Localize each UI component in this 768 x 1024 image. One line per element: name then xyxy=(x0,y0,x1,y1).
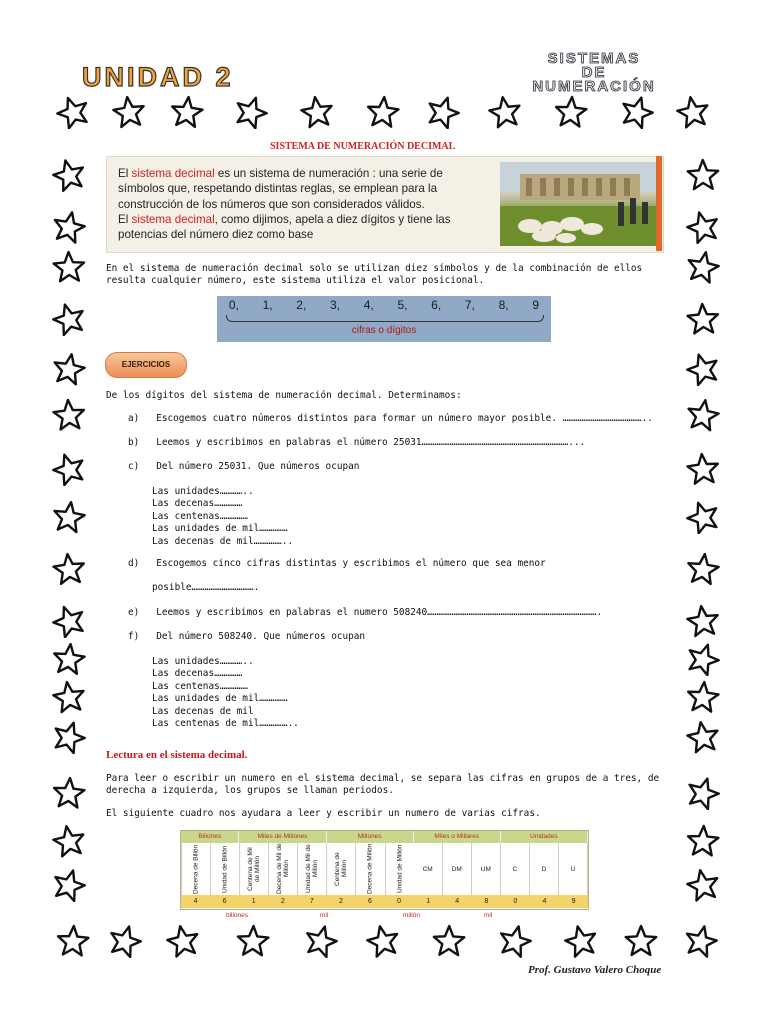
position-column-header: Unidad de Mil de Millón xyxy=(297,843,326,895)
digit: 5, xyxy=(397,298,408,312)
digit: 7, xyxy=(464,298,475,312)
position-column-header: Decena de Millón xyxy=(355,843,384,895)
sheep-photo-illustration xyxy=(500,162,656,246)
digit: 4, xyxy=(363,298,374,312)
system-title xyxy=(474,52,714,94)
exercise-b: b) Leemos y escribimos en palabras el número 25031……………………………………………………………………... xyxy=(128,437,586,448)
star-icon xyxy=(620,95,654,129)
digit: 8, xyxy=(498,298,509,312)
position-column-header: Centena de Millón xyxy=(326,843,355,895)
star-icon xyxy=(686,500,720,534)
star-icon xyxy=(304,924,338,958)
position-column-header: Unidad de Billón xyxy=(210,843,239,895)
position-column-header: Centena de Mil de Millón xyxy=(239,843,268,895)
intro-line1-post: es un sistema de numeración : una serie de símbolos que, respetando distintas reglas, se emplean para la construcción de los números que son considerados válidos. xyxy=(118,167,443,211)
intro-line1-pre: El xyxy=(118,167,132,180)
star-icon xyxy=(676,95,710,129)
star-icon xyxy=(426,95,460,129)
star-icon xyxy=(112,95,146,129)
position-column-header: Decena de Billón xyxy=(181,843,210,895)
star-icon xyxy=(108,924,142,958)
position-column-header: CM xyxy=(414,843,443,895)
exercises-badge: EJERCICIOS xyxy=(105,352,187,378)
section-title: SISTEMA DE NUMERACIÓN DECIMAL xyxy=(270,141,456,152)
star-icon xyxy=(686,250,720,284)
star-icon xyxy=(52,824,86,858)
star-icon xyxy=(686,868,720,902)
intro-line2-pre: El xyxy=(118,212,132,226)
star-icon xyxy=(686,776,720,810)
marker-millon: millón xyxy=(403,912,420,919)
marker-mil: mil xyxy=(320,912,329,919)
star-icon xyxy=(686,604,720,638)
digit: 6, xyxy=(431,298,442,312)
star-icon xyxy=(686,720,720,754)
lectura-paragraph-1: Para leer o escribir un numero en el sistema decimal, se separa las cifras en grupos de a tres, de derecha a izquierda, los grupos se llaman periodos. xyxy=(106,773,660,797)
star-icon xyxy=(56,924,90,958)
digit: 1, xyxy=(262,298,273,312)
star-icon xyxy=(52,302,86,336)
position-value: 0 xyxy=(397,898,402,905)
exercise-a: a) Escogemos cuatro números distintos para formar un número mayor posible. …………………………………….. xyxy=(128,413,653,424)
position-value: 2 xyxy=(280,898,285,905)
star-icon xyxy=(686,452,720,486)
star-icon xyxy=(624,924,658,958)
star-icon xyxy=(366,924,400,958)
star-icon xyxy=(52,776,86,810)
position-value: 4 xyxy=(542,898,547,905)
position-value: 6 xyxy=(222,898,227,905)
star-icon xyxy=(52,500,86,534)
position-value: 9 xyxy=(571,898,576,905)
group-header: Billones xyxy=(181,831,239,843)
star-icon xyxy=(52,452,86,486)
marker-billones: billones xyxy=(226,912,249,919)
exercise-c-lines: Las unidades………….. Las decenas…………… Las centenas…………… Las unidades de mil…………… Las decenas de mil…………….. xyxy=(152,486,294,547)
digits-brace xyxy=(226,315,544,322)
system-title-line-2: DE xyxy=(581,64,607,81)
position-column-header: DM xyxy=(443,843,472,895)
intro-line2-highlight: sistema decimal xyxy=(131,212,215,226)
position-column-header: D xyxy=(530,843,559,895)
position-value: 0 xyxy=(513,898,518,905)
star-icon xyxy=(170,95,204,129)
digit: 3, xyxy=(330,298,341,312)
star-icon xyxy=(52,680,86,714)
digits-caption: cifras o dígitos xyxy=(351,325,417,336)
star-icon xyxy=(686,680,720,714)
system-title-line-3: NUMERACIÓN xyxy=(532,78,656,95)
digit: 0, xyxy=(228,298,239,312)
star-icon xyxy=(564,924,598,958)
position-table-values xyxy=(181,895,588,908)
lectura-title: Lectura en el sistema decimal. xyxy=(106,749,248,761)
position-value: 4 xyxy=(193,898,198,905)
star-icon xyxy=(554,95,588,129)
position-column-header: UM xyxy=(472,843,501,895)
star-icon xyxy=(686,210,720,244)
star-icon xyxy=(52,352,86,386)
group-header: Miles o Millares xyxy=(414,831,501,843)
exercise-e: e) Leemos y escribimos en palabras el numero 508240………………………………………………………………………………. xyxy=(128,607,603,618)
star-icon xyxy=(684,924,718,958)
position-column-header: Unidad de Millón xyxy=(385,843,414,895)
position-value: 1 xyxy=(426,898,431,905)
system-title-line-1: SISTEMAS xyxy=(547,50,641,67)
star-icon xyxy=(236,924,270,958)
unit-title: UNIDAD 2 xyxy=(82,62,234,92)
group-header: Millones xyxy=(327,831,414,843)
position-column-header: Decena de Mil de Millón xyxy=(268,843,297,895)
star-icon xyxy=(52,552,86,586)
star-icon xyxy=(52,250,86,284)
intro-text xyxy=(118,166,490,242)
star-icon xyxy=(686,552,720,586)
position-value: 1 xyxy=(251,898,256,905)
star-icon xyxy=(52,158,86,192)
position-table-groups xyxy=(181,831,588,843)
digits-row xyxy=(217,298,551,312)
position-value: 7 xyxy=(309,898,314,905)
position-table-columns xyxy=(181,843,588,895)
position-value: 6 xyxy=(368,898,372,905)
position-value: 4 xyxy=(455,898,460,905)
star-icon xyxy=(52,868,86,902)
exercises-intro: De los dígitos del sistema de numeración decimal. Determinamos: xyxy=(106,390,462,401)
star-icon xyxy=(686,158,720,192)
signature: Prof. Gustavo Valero Choque xyxy=(528,964,662,976)
exercise-d: d) Escogemos cinco cifras distintas y escribimos el número que sea menor xyxy=(128,558,546,569)
exercise-f-lines: Las unidades………….. Las decenas…………… Las centenas…………… Las unidades de mil…………… Las decenas de mil Las centenas de mil…………….. xyxy=(152,656,299,730)
position-value: 8 xyxy=(484,898,489,905)
star-icon xyxy=(52,604,86,638)
position-column-header: C xyxy=(501,843,530,895)
paragraph-decimal-system: En el sistema de numeración decimal solo se utilizan diez símbolos y de la combinación de ellos resulta cualquier número, este sistema utiliza el valor posicional. xyxy=(106,263,643,287)
digit: 9 xyxy=(532,298,539,312)
star-icon xyxy=(686,352,720,386)
sheep-photo xyxy=(500,162,656,246)
exercise-d-continued: posible……………………………. xyxy=(152,582,260,593)
star-icon xyxy=(488,95,522,129)
star-icon xyxy=(498,924,532,958)
star-icon xyxy=(56,95,90,129)
star-icon xyxy=(366,95,400,129)
exercise-c: c) Del número 25031. Que números ocupan xyxy=(128,461,360,472)
star-icon xyxy=(300,95,334,129)
position-value: 2 xyxy=(338,898,343,905)
star-icon xyxy=(686,824,720,858)
group-header: Unidades xyxy=(501,831,588,843)
position-column-header: U xyxy=(559,843,588,895)
star-icon xyxy=(686,302,720,336)
star-icon xyxy=(686,642,720,676)
star-icon xyxy=(52,720,86,754)
intro-line2-post: , como dijimos, apela a diez dígitos y tiene las potencias del número diez como base xyxy=(118,212,451,242)
star-icon xyxy=(686,398,720,432)
star-icon xyxy=(166,924,200,958)
accent-bar xyxy=(656,156,662,251)
star-icon xyxy=(52,398,86,432)
lectura-paragraph-2: El siguiente cuadro nos ayudara a leer y escribir un numero de varias cifras. xyxy=(106,808,541,819)
star-icon xyxy=(52,210,86,244)
star-icon xyxy=(234,95,268,129)
digit: 2, xyxy=(296,298,307,312)
group-header: Miles de Millones xyxy=(239,831,326,843)
exercise-f: f) Del número 508240. Que números ocupan xyxy=(128,631,366,642)
position-value-table xyxy=(180,830,589,910)
star-icon xyxy=(432,924,466,958)
marker-mil-2: mil xyxy=(484,912,493,919)
star-icon xyxy=(52,642,86,676)
intro-line1-highlight: sistema decimal xyxy=(131,167,215,180)
